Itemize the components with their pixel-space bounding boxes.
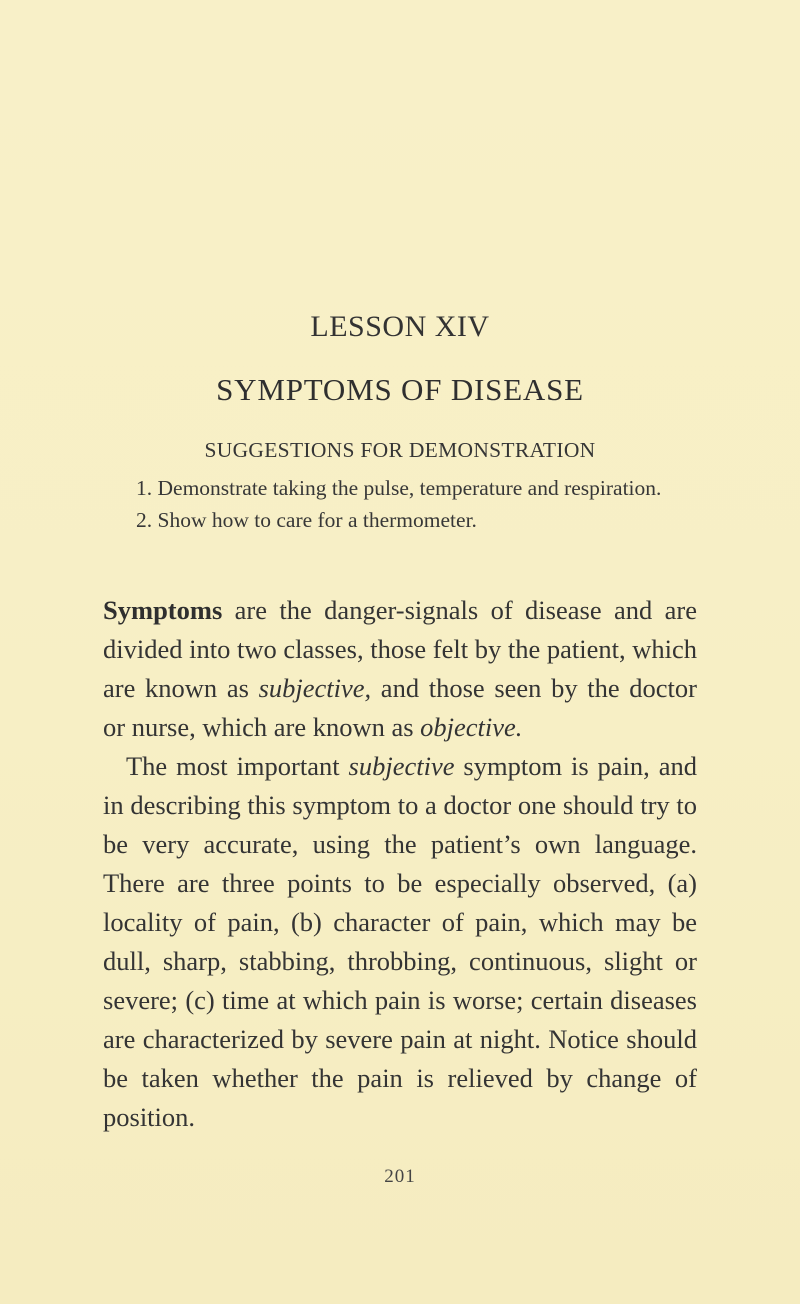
suggestion-text: Show how to care for a thermometer. <box>157 508 477 532</box>
paragraph-text: symptom is pain, and in describing this symptom to a doctor one should try to be very accurate, using the patient’s own language. There are three points to be especially observed, (a) locality of pain, (b) character of pain, which may be dull, sharp, stabbing, throbbing, continuous, slight or severe; (c) time at which pain is worse; certain diseases are characterized by severe pain at night. Notice should be taken whether the pain is relieved by change of position. <box>103 751 697 1132</box>
suggestion-item-2 <box>103 504 705 536</box>
paragraph-symptoms-definition <box>103 591 697 747</box>
chapter-title: SYMPTOMS OF DISEASE <box>216 372 584 407</box>
suggestion-number: 1. <box>136 476 153 500</box>
demonstration-subheading: SUGGESTIONS FOR DEMONSTRATION <box>204 438 596 462</box>
paragraph-text: are the danger-signals of disease and are divided into two classes, those felt by the patient, which are known as <box>103 595 697 703</box>
page-number: 201 <box>384 1166 416 1187</box>
paragraph-text: and those seen by the doctor or nurse, which are known as <box>103 673 697 742</box>
italic-term: objective. <box>420 712 523 742</box>
body-text <box>103 591 697 1137</box>
suggestion-list <box>103 472 705 536</box>
suggestion-number: 2. <box>136 508 153 532</box>
suggestion-item-1 <box>103 472 705 504</box>
lead-term: Symptoms <box>103 595 223 625</box>
lesson-heading: LESSON XIV <box>310 310 490 343</box>
italic-term: subjective <box>348 751 455 781</box>
suggestion-text: Demonstrate taking the pulse, temperature and respiration. <box>157 476 662 500</box>
italic-term: subjective, <box>258 673 372 703</box>
paragraph-text: The most important <box>126 751 349 781</box>
paragraph-pain <box>103 747 697 1137</box>
